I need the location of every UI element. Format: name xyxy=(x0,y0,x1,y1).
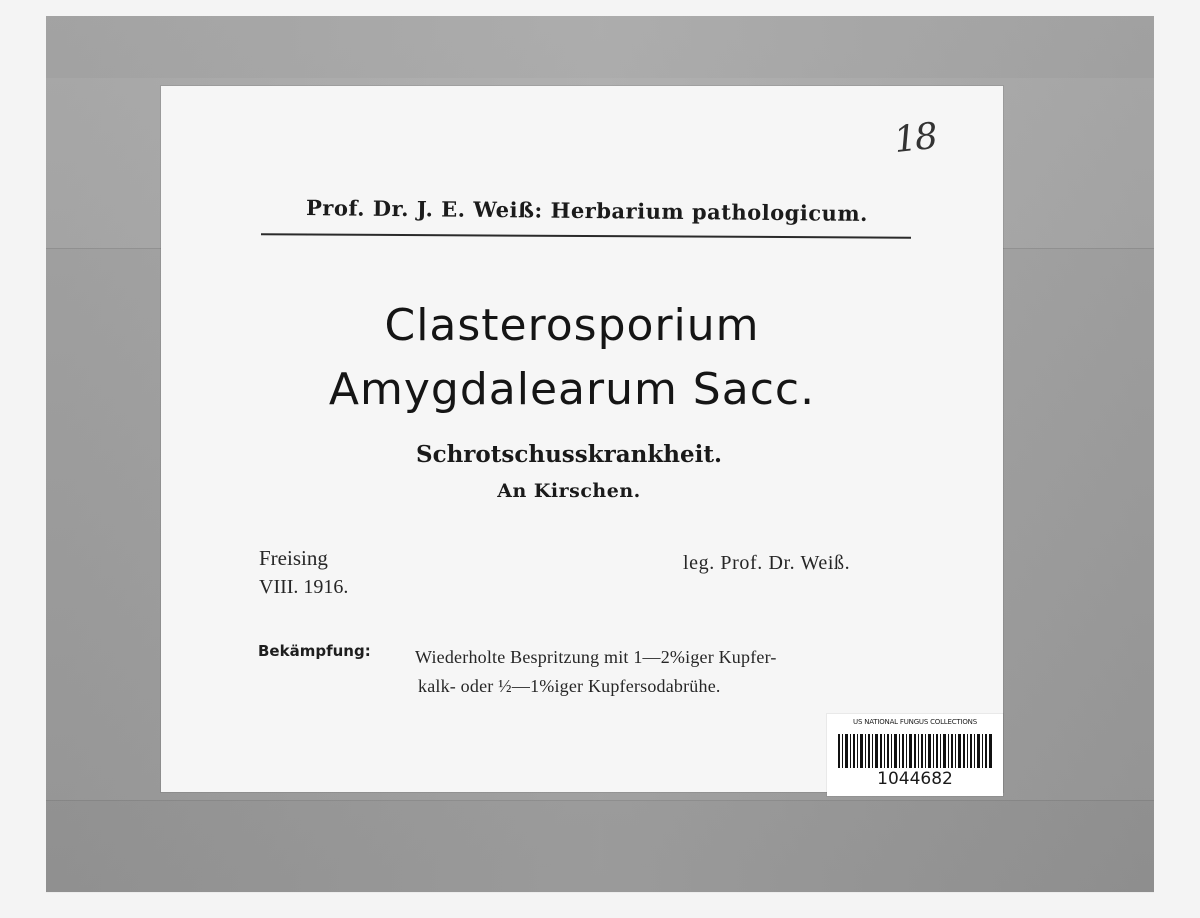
collection-date: VIII. 1916. xyxy=(259,576,349,598)
control-heading: Bekämpfung: xyxy=(258,642,371,660)
disease-common-name: Schrotschusskrankheit. xyxy=(415,441,723,468)
header-divider xyxy=(261,233,911,238)
collector-name: leg. Prof. Dr. Weiß. xyxy=(683,552,851,574)
mount-lower-edge xyxy=(46,800,1154,893)
control-text-line-2: kalk- oder ½—1%iger Kupfersodabrühe. xyxy=(418,676,721,696)
herbarium-title: Prof. Dr. J. E. Weiß: Herbarium pathologicum. xyxy=(305,195,869,226)
barcode-number: 1044682 xyxy=(877,769,953,789)
handwritten-sheet-number: 18 xyxy=(891,115,938,162)
host-plant: An Kirschen. xyxy=(497,480,641,502)
barcode-organization: US NATIONAL FUNGUS COLLECTIONS xyxy=(853,718,977,726)
specimen-label xyxy=(161,86,1003,792)
species-epithet: Amygdalearum Sacc. xyxy=(328,364,816,415)
barcode-label xyxy=(827,714,1003,796)
control-text-line-1: Wiederholte Bespritzung mit 1—2%iger Kupfer- xyxy=(415,647,777,667)
collection-locality: Freising xyxy=(259,546,328,570)
species-genus: Clasterosporium xyxy=(384,300,760,351)
barcode-icon xyxy=(838,734,992,768)
